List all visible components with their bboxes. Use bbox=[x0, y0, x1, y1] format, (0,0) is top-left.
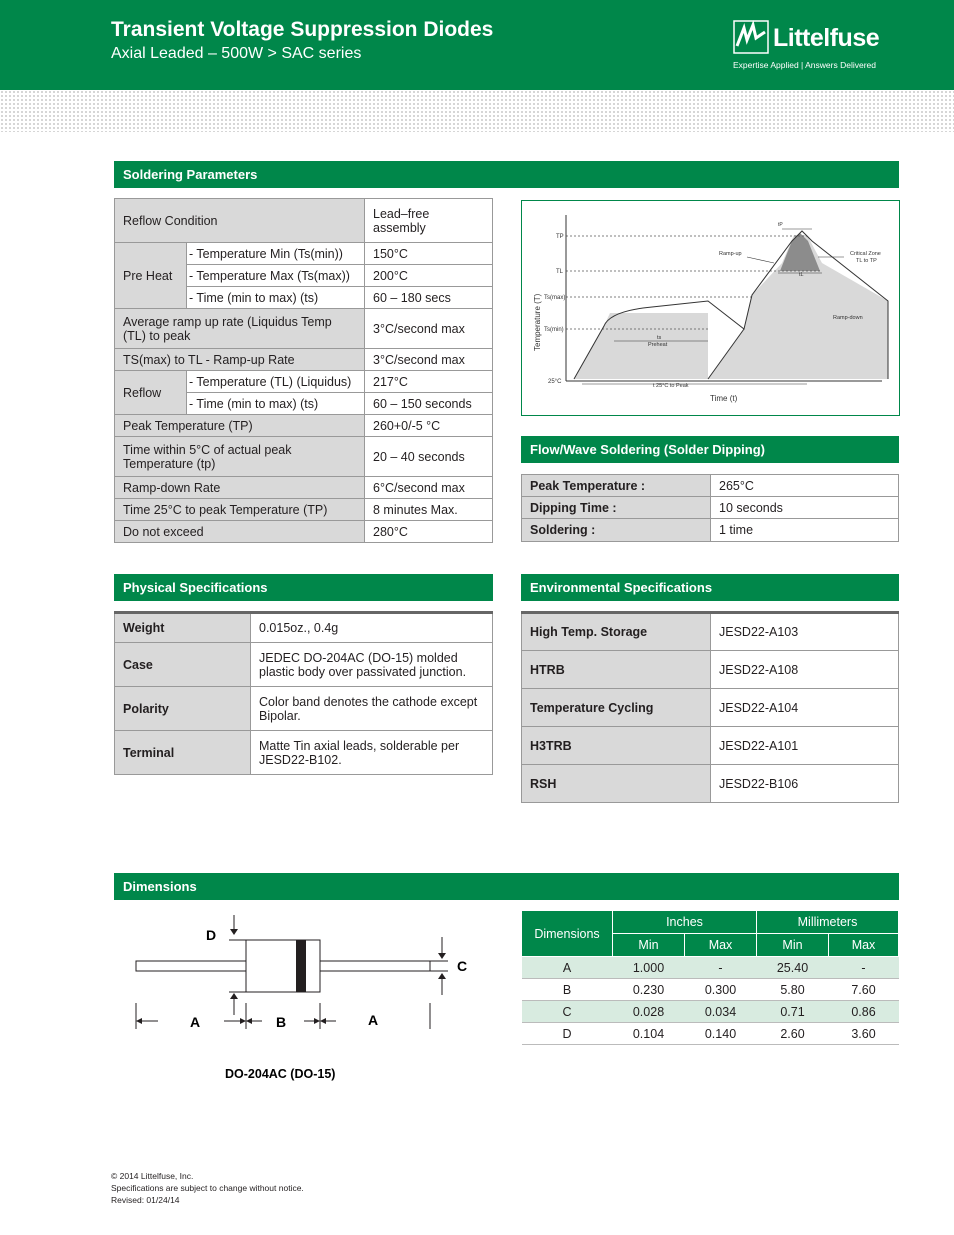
table-row bbox=[522, 689, 899, 727]
reflow-temp-value: 217°C bbox=[365, 371, 493, 393]
dim-cell: C bbox=[522, 1001, 613, 1023]
table-header-row bbox=[522, 911, 899, 934]
dimensions-table bbox=[521, 910, 899, 1045]
mm-min-cell: 25.40 bbox=[757, 957, 829, 979]
dim-label-a-right: A bbox=[368, 1012, 379, 1028]
reflow-condition-value: Lead–free assembly bbox=[365, 199, 493, 243]
env-value: JESD22-A104 bbox=[711, 689, 899, 727]
polarity-label: Polarity bbox=[115, 687, 251, 731]
preheat-temp-min-value: 150°C bbox=[365, 243, 493, 265]
env-label: Temperature Cycling bbox=[522, 689, 711, 727]
dim-label-a-left: A bbox=[190, 1014, 201, 1030]
brand-tagline: Expertise Applied | Answers Delivered bbox=[733, 60, 877, 70]
time-within-value: 20 – 40 seconds bbox=[365, 437, 493, 477]
ts-to-tl-label: TS(max) to TL - Ramp-up Rate bbox=[115, 349, 365, 371]
annotation-critical-zone: Critical Zone bbox=[850, 251, 881, 257]
brand-logo bbox=[733, 20, 893, 72]
table-row bbox=[115, 243, 493, 265]
in-min-cell: 0.104 bbox=[613, 1023, 685, 1045]
package-name: DO-204AC (DO-15) bbox=[225, 1067, 336, 1081]
table-row bbox=[115, 731, 493, 775]
package-outline-figure bbox=[114, 905, 493, 1095]
peak-temp-label: Peak Temperature (TP) bbox=[115, 415, 365, 437]
in-min-cell: 0.230 bbox=[613, 979, 685, 1001]
ts-to-tl-value: 3°C/second max bbox=[365, 349, 493, 371]
time-25-label: Time 25°C to peak Temperature (TP) bbox=[115, 499, 365, 521]
table-row bbox=[522, 1001, 899, 1023]
weight-value: 0.015oz., 0.4g bbox=[251, 613, 493, 643]
env-label: RSH bbox=[522, 765, 711, 803]
mm-min-cell: 0.71 bbox=[757, 1001, 829, 1023]
dim-label-b: B bbox=[276, 1014, 287, 1030]
table-row bbox=[522, 613, 899, 651]
cathode-band bbox=[296, 940, 306, 992]
notice: Specifications are subject to change without notice. bbox=[111, 1183, 304, 1193]
table-row bbox=[115, 499, 493, 521]
table-row bbox=[522, 475, 899, 497]
dim-label-d: D bbox=[206, 927, 217, 943]
polarity-value: Color band denotes the cathode except Bipolar. bbox=[251, 687, 493, 731]
table-row bbox=[115, 309, 493, 349]
env-value: JESD22-A101 bbox=[711, 727, 899, 765]
page-subtitle: Axial Leaded – 500W > SAC series bbox=[111, 45, 362, 62]
flow-dipping-value: 10 seconds bbox=[711, 497, 899, 519]
mm-max-cell: 3.60 bbox=[829, 1023, 899, 1045]
time-25-value: 8 minutes Max. bbox=[365, 499, 493, 521]
in-max-cell: 0.300 bbox=[685, 979, 757, 1001]
preheat-time-value: 60 – 180 secs bbox=[365, 287, 493, 309]
col-in-max: Max bbox=[685, 934, 757, 957]
revised-date: Revised: 01/24/14 bbox=[111, 1195, 180, 1205]
y-tick-tsmax: Ts(max) bbox=[544, 295, 566, 301]
terminal-value: Matte Tin axial leads, solderable per JESD22-B102. bbox=[251, 731, 493, 775]
brand-name: Littelfuse bbox=[773, 24, 880, 52]
terminal-label: Terminal bbox=[115, 731, 251, 775]
dim-label-c: C bbox=[457, 958, 468, 974]
y-tick-tsmin: Ts(min) bbox=[544, 327, 564, 333]
preheat-temp-max-value: 200°C bbox=[365, 265, 493, 287]
do-not-exceed-value: 280°C bbox=[365, 521, 493, 543]
diode-body bbox=[246, 940, 320, 992]
ramp-up-label: Average ramp up rate (Liquidus Temp (TL) to peak bbox=[115, 309, 365, 349]
dim-cell: B bbox=[522, 979, 613, 1001]
soldering-table bbox=[114, 198, 493, 543]
table-row bbox=[522, 519, 899, 542]
annotation-critical-zone-range: TL to TP bbox=[856, 258, 877, 264]
mm-max-cell: - bbox=[829, 957, 899, 979]
x-axis-label: Time (t) bbox=[710, 394, 738, 403]
annotation-ramp-up: Ramp-up bbox=[719, 251, 742, 257]
table-row bbox=[522, 497, 899, 519]
weight-label: Weight bbox=[115, 613, 251, 643]
annotation-ts: ts bbox=[657, 335, 662, 341]
case-value: JEDEC DO-204AC (DO-15) molded plastic body over passivated junction. bbox=[251, 643, 493, 687]
in-min-cell: 0.028 bbox=[613, 1001, 685, 1023]
flow-peak-label: Peak Temperature : bbox=[522, 475, 711, 497]
dim-cell: D bbox=[522, 1023, 613, 1045]
preheat-time-label: - Time (min to max) (ts) bbox=[187, 287, 365, 309]
env-value: JESD22-A108 bbox=[711, 651, 899, 689]
mm-min-cell: 2.60 bbox=[757, 1023, 829, 1045]
flow-peak-value: 265°C bbox=[711, 475, 899, 497]
reflow-label: Reflow bbox=[115, 371, 187, 415]
table-row bbox=[522, 1023, 899, 1045]
mm-max-cell: 0.86 bbox=[829, 1001, 899, 1023]
preheat-temp-min-label: - Temperature Min (Ts(min)) bbox=[187, 243, 365, 265]
annotation-t25: t 25°C to Peak bbox=[653, 383, 689, 389]
physical-table bbox=[114, 611, 493, 775]
ramp-up-value: 3°C/second max bbox=[365, 309, 493, 349]
dotted-band bbox=[0, 90, 954, 132]
table-row bbox=[115, 477, 493, 499]
annotation-tp: tP bbox=[778, 222, 783, 228]
dim-cell: A bbox=[522, 957, 613, 979]
col-inches: Inches bbox=[613, 911, 757, 934]
reflow-temp-label: - Temperature (TL) (Liquidus) bbox=[187, 371, 365, 393]
col-millimeters: Millimeters bbox=[757, 911, 899, 934]
copyright: © 2014 Littelfuse, Inc. bbox=[111, 1171, 194, 1181]
time-within-label: Time within 5°C of actual peak Temperature (tp) bbox=[115, 437, 365, 477]
env-label: HTRB bbox=[522, 651, 711, 689]
littelfuse-logo-icon bbox=[733, 20, 769, 54]
physical-heading: Physical Specifications bbox=[114, 574, 493, 601]
table-row bbox=[522, 765, 899, 803]
flow-table bbox=[521, 474, 899, 542]
table-row bbox=[522, 957, 899, 979]
table-row bbox=[522, 979, 899, 1001]
peak-temp-value: 260+0/-5 °C bbox=[365, 415, 493, 437]
ramp-down-value: 6°C/second max bbox=[365, 477, 493, 499]
page-header bbox=[0, 0, 954, 90]
table-row bbox=[522, 727, 899, 765]
table-row bbox=[115, 437, 493, 477]
soldering-heading: Soldering Parameters bbox=[114, 161, 899, 188]
table-row bbox=[115, 349, 493, 371]
environmental-heading: Environmental Specifications bbox=[521, 574, 899, 601]
page-title: Transient Voltage Suppression Diodes bbox=[111, 18, 494, 41]
table-row bbox=[115, 415, 493, 437]
table-row bbox=[115, 521, 493, 543]
flow-soldering-value: 1 time bbox=[711, 519, 899, 542]
ramp-down-label: Ramp-down Rate bbox=[115, 477, 365, 499]
col-dimensions: Dimensions bbox=[522, 911, 613, 957]
preheat-label: Pre Heat bbox=[115, 243, 187, 309]
env-value: JESD22-B106 bbox=[711, 765, 899, 803]
table-row bbox=[115, 371, 493, 393]
preheat-temp-max-label: - Temperature Max (Ts(max)) bbox=[187, 265, 365, 287]
annotation-ramp-down: Ramp-down bbox=[833, 315, 863, 321]
mm-max-cell: 7.60 bbox=[829, 979, 899, 1001]
table-row bbox=[115, 643, 493, 687]
environmental-table bbox=[521, 611, 899, 803]
page-footer bbox=[111, 1170, 304, 1206]
table-row bbox=[115, 613, 493, 643]
in-max-cell: 0.140 bbox=[685, 1023, 757, 1045]
y-tick-25c: 25°C bbox=[548, 379, 562, 385]
flow-dipping-label: Dipping Time : bbox=[522, 497, 711, 519]
env-label: H3TRB bbox=[522, 727, 711, 765]
env-label: High Temp. Storage bbox=[522, 613, 711, 651]
table-row bbox=[115, 199, 493, 243]
env-value: JESD22-A103 bbox=[711, 613, 899, 651]
y-tick-tl: TL bbox=[556, 269, 564, 275]
in-min-cell: 1.000 bbox=[613, 957, 685, 979]
col-mm-max: Max bbox=[829, 934, 899, 957]
flow-soldering-label: Soldering : bbox=[522, 519, 711, 542]
reflow-time-label: - Time (min to max) (ts) bbox=[187, 393, 365, 415]
do-not-exceed-label: Do not exceed bbox=[115, 521, 365, 543]
annotation-tl: tL bbox=[799, 272, 804, 278]
col-mm-min: Min bbox=[757, 934, 829, 957]
dimensions-heading: Dimensions bbox=[114, 873, 899, 900]
in-max-cell: - bbox=[685, 957, 757, 979]
reflow-condition-label: Reflow Condition bbox=[115, 199, 365, 243]
reflow-time-value: 60 – 150 seconds bbox=[365, 393, 493, 415]
annotation-preheat: Preheat bbox=[648, 342, 668, 348]
flow-heading: Flow/Wave Soldering (Solder Dipping) bbox=[521, 436, 899, 463]
mm-min-cell: 5.80 bbox=[757, 979, 829, 1001]
col-in-min: Min bbox=[613, 934, 685, 957]
table-row bbox=[522, 651, 899, 689]
y-axis-label: Temperature (T) bbox=[533, 293, 542, 351]
in-max-cell: 0.034 bbox=[685, 1001, 757, 1023]
reflow-profile-chart bbox=[521, 200, 900, 416]
case-label: Case bbox=[115, 643, 251, 687]
table-row bbox=[115, 687, 493, 731]
y-tick-tp: TP bbox=[556, 234, 564, 240]
